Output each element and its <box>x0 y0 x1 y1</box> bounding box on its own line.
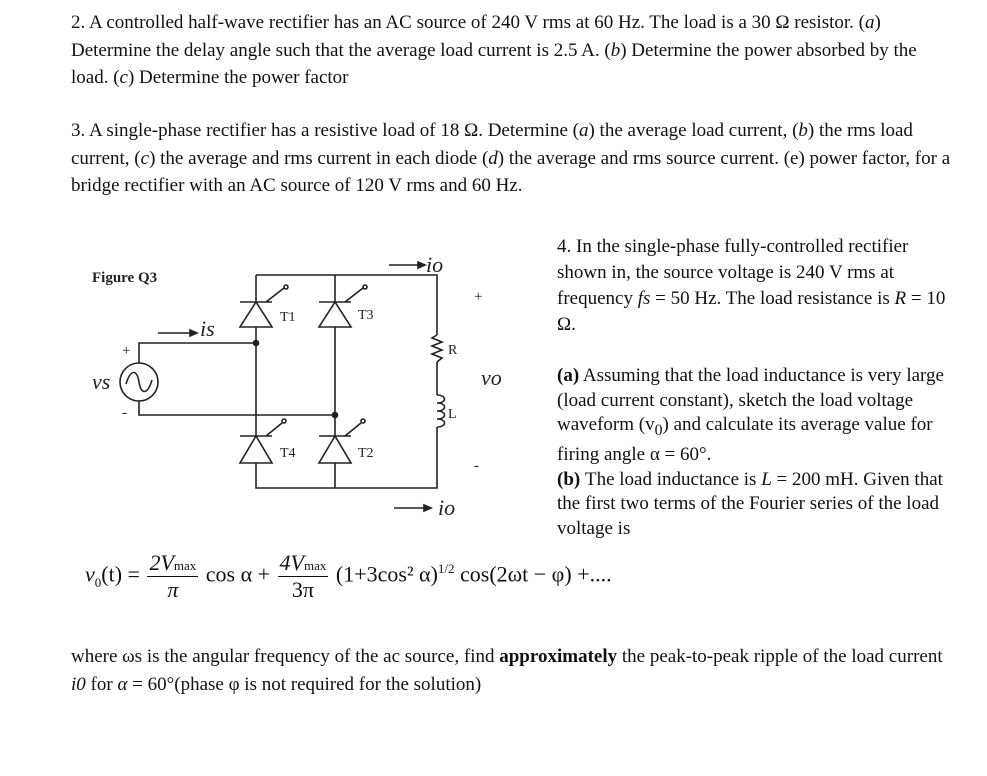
load-current-label-top: io <box>426 252 444 277</box>
exponent: 1/2 <box>437 561 455 577</box>
tail-alpha: α <box>117 673 128 695</box>
output-minus: - <box>474 458 479 474</box>
q2-part-c: c <box>119 67 128 88</box>
tail-i0: i0 <box>71 673 86 695</box>
part-a-text: Assuming that the load inductance is very large (load current constant), sketch the load voltage waveform (v <box>557 365 944 435</box>
ac-source-icon <box>120 363 158 401</box>
question-4-parts <box>557 364 957 541</box>
formula-lhs-arg: (t) = <box>101 561 140 587</box>
q3-part-a: a <box>578 120 589 141</box>
arrow-icon <box>389 262 425 268</box>
max-sub: max <box>173 558 197 573</box>
q4-text: 4. In the single-phase fully-controlled rectifier shown in, the source voltage is 240 V rms at frequency <box>557 236 909 309</box>
t1-label: T1 <box>280 310 296 325</box>
tail-text: for <box>85 673 118 695</box>
junction-dot <box>254 341 259 346</box>
fourier-formula <box>85 550 612 620</box>
question-4-tail <box>71 643 951 698</box>
paren-term: (1+3cos² α) <box>335 561 438 587</box>
figure-title: Figure Q3 <box>92 270 158 286</box>
part-b-text: The load inductance is <box>580 468 762 490</box>
part-b-label: (b) <box>557 468 581 490</box>
num-2: 4V <box>279 550 304 575</box>
q4-r: R <box>894 288 907 309</box>
inductor-icon <box>437 395 445 427</box>
part-a-label: (a) <box>557 365 580 386</box>
tail-bold: approximately <box>499 646 618 667</box>
q3-text: ) the average and rms current in each diode ( <box>149 147 489 169</box>
t2-label: T2 <box>358 446 374 461</box>
q3-text: ) the average load current, ( <box>588 120 799 141</box>
t4-label: T4 <box>280 446 296 461</box>
tail-text: = 60°(phase φ is not required for the solution) <box>127 673 482 695</box>
wire <box>139 343 335 415</box>
inductor-label: L <box>448 407 457 422</box>
source-plus: + <box>122 343 131 359</box>
part-b-l: L <box>761 468 772 490</box>
resistor-icon <box>432 335 442 362</box>
q2-part-a: a <box>865 12 875 33</box>
output-plus: + <box>474 289 483 305</box>
circuit-diagram <box>0 0 560 540</box>
den-2: 3π <box>291 577 315 602</box>
q3-part-d: d <box>488 147 498 169</box>
formula-lhs-sub: 0 <box>94 574 102 590</box>
q4-fs: fs <box>637 288 651 309</box>
source-label: vs <box>92 369 111 394</box>
q2-text: 2. A controlled half-wave rectifier has an AC source of 240 V rms at 60 Hz. The load is a 30 Ω resistor. ( <box>71 12 865 33</box>
load-current-label-bottom: io <box>438 495 456 520</box>
arrow-icon <box>158 330 197 336</box>
fraction-2 <box>278 550 329 603</box>
den-1: π <box>167 577 179 602</box>
junction-dot <box>333 413 338 418</box>
q4-text: = 50 Hz. The load resistance is <box>650 288 895 309</box>
max-sub: max <box>304 558 327 573</box>
fraction-1 <box>147 550 198 603</box>
tail-text: the peak-to-peak ripple of the load current <box>617 646 943 667</box>
q4-text: = 10 Ω. <box>557 288 946 335</box>
source-current-label: is <box>200 316 215 341</box>
q3-text: 3. A single-phase rectifier has a resistive load of 18 Ω. Determine ( <box>71 120 579 141</box>
q2-text: ) Determine the power factor <box>127 67 349 88</box>
q2-part-b: b <box>610 39 621 61</box>
q3-text: ) the rms load current, ( <box>71 120 913 169</box>
cos-term-1: cos α + <box>205 561 271 587</box>
q3-part-c: c <box>140 147 150 169</box>
t3-label: T3 <box>358 308 374 323</box>
part-a-sub: 0 <box>654 421 663 439</box>
cos-term-2: cos(2ωt − φ) +.... <box>460 561 612 587</box>
num-1: 2V <box>149 550 174 575</box>
arrow-icon <box>394 505 431 511</box>
formula-lhs: v <box>85 561 95 587</box>
resistor-label: R <box>448 343 458 358</box>
source-minus: - <box>122 405 127 421</box>
q2-text: ) Determine the power absorbed by the load. ( <box>71 39 917 88</box>
q2-text: ) Determine the delay angle such that the average load current is 2.5 A. ( <box>71 12 881 61</box>
tail-text: where ωs is the angular frequency of the ac source, find <box>71 646 500 667</box>
q3-text: ) the average and rms source current. (e) power factor, for a bridge rectifier with an AC source of 120 V rms and 60 Hz. <box>71 147 951 196</box>
part-b-text: = 200 mH. Given that the first two terms of the Fourier series of the load voltage is <box>557 468 943 539</box>
part-a-text: ) and calculate its average value for firing angle α = 60°. <box>557 414 933 466</box>
question-4 <box>557 234 957 338</box>
q3-part-b: b <box>798 120 808 141</box>
output-voltage-label: vo <box>481 365 502 390</box>
